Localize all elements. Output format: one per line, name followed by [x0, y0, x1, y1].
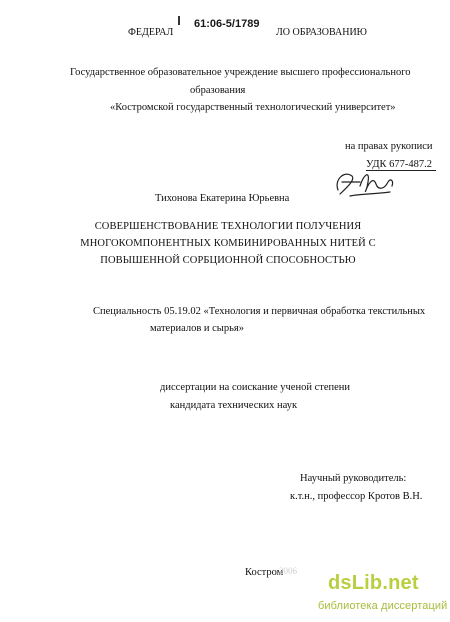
- author-name: Тихонова Екатерина Юрьевна: [155, 193, 290, 204]
- supervisor-label: Научный руководитель:: [300, 473, 407, 484]
- institution-line-1: Государственное образовательное учреждение высшего профессионального: [70, 67, 411, 78]
- udk-code: УДК 677-487.2: [366, 159, 433, 170]
- header-right-fragment: ЛО ОБРАЗОВАНИЮ: [276, 27, 367, 38]
- city-name: Костром: [245, 567, 284, 578]
- title-line-2: МНОГОКОМПОНЕНТНЫХ КОМБИНИРОВАННЫХ НИТЕЙ С: [80, 238, 376, 249]
- supervisor-name: к.т.н., профессор Кротов В.Н.: [290, 491, 423, 502]
- author-signature: [330, 160, 400, 204]
- title-line-1: СОВЕРШЕНСТВОВАНИЕ ТЕХНОЛОГИИ ПОЛУЧЕНИЯ: [94, 221, 362, 232]
- city-year-fragment: 2006: [279, 566, 297, 576]
- stamp-number: 61:06-5/1789: [194, 18, 260, 30]
- institution-line-3: «Костромской государственный технологический университет»: [110, 102, 396, 113]
- watermark-subtitle: библиотека диссертаций: [318, 600, 448, 612]
- dissertation-line-2: кандидата технических наук: [170, 400, 298, 411]
- header-left-fragment: ФЕДЕРАЛ: [128, 27, 174, 38]
- title-line-3: ПОВЫШЕННОЙ СОРБЦИОННОЙ СПОСОБНОСТЬЮ: [100, 255, 356, 266]
- stamp-mark: [178, 16, 180, 25]
- specialty-line-1: Специальность 05.19.02 «Технология и первичная обработка текстильных: [93, 306, 426, 317]
- dissertation-line-1: диссертации на соискание ученой степени: [160, 382, 350, 393]
- rights-note: на правах рукописи: [345, 141, 433, 152]
- specialty-line-2: материалов и сырья»: [150, 323, 244, 334]
- dslib-watermark: [318, 572, 450, 622]
- institution-line-2: образования: [190, 85, 246, 96]
- watermark-logo: dsLib.net: [328, 572, 419, 594]
